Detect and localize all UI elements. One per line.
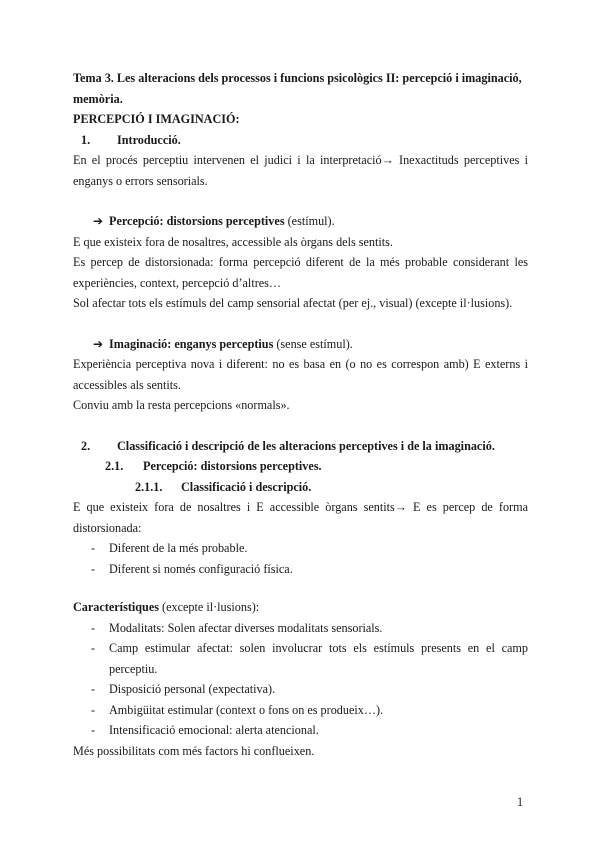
heading-classificacio bbox=[81, 436, 528, 457]
subsubheading-label: Classificació i descripció. bbox=[181, 479, 312, 494]
arrow-icon: ➔ bbox=[93, 214, 104, 228]
caracteristiques-label: Característiques bbox=[73, 600, 159, 614]
caracteristiques-heading bbox=[73, 597, 528, 618]
document-page bbox=[73, 68, 528, 761]
imaginacio-label: Imaginació: enganys perceptius bbox=[109, 336, 274, 351]
caracteristiques-list bbox=[73, 618, 528, 741]
subsubheading-classificacio bbox=[135, 477, 528, 498]
subheading-percepcio bbox=[105, 456, 528, 477]
intro-paragraph: En el procés perceptiu intervenen el judici i la interpretació→ Inexactituds perceptives i enganys o errors sensorials. bbox=[73, 153, 528, 188]
section-heading: PERCEPCIÓ I IMAGINACIÓ: bbox=[73, 112, 240, 126]
imaginacio-line: Conviu amb la resta percepcions «normals». bbox=[73, 398, 290, 412]
imaginacio-line: Experiència perceptiva nova i diferent: no es basa en (o no es correspon amb) E externs i accessibles als sentits. bbox=[73, 357, 528, 392]
caracteristiques-note: (excepte il·lusions): bbox=[162, 600, 260, 614]
list-item: - Modalitats: Solen afectar diverses modalitats sensorials. bbox=[91, 620, 383, 635]
subheading-label: Percepció: distorsions perceptives. bbox=[143, 459, 322, 473]
list-item: - Ambigüitat estimular (context o fons on es produeix…). bbox=[91, 702, 384, 717]
percepcio-line: E que existeix fora de nosaltres, accessible als òrgans dels sentits. bbox=[73, 234, 393, 249]
list-item: - Disposició personal (expectativa). bbox=[91, 682, 276, 696]
percepcio-line: Sol afectar tots els estímuls del camp sensorial afectat (per ej., visual) (excepte il·lusions). bbox=[73, 296, 513, 310]
percepcio-line: Es percep de distorsionada: forma percepció diferent de la més probable considerant les experiències, context, percepció d’altres… bbox=[73, 255, 528, 290]
closing-line: Més possibilitats com més factors hi conflueixen. bbox=[73, 743, 315, 758]
imaginacio-note: (sense estímul). bbox=[276, 336, 353, 351]
heading-number: 2. bbox=[81, 438, 91, 453]
list-item: - Camp estimular afectat: solen involucrar tots els estímuls presents en el camp perceptiu. bbox=[91, 641, 528, 676]
classificacio-paragraph: E que existeix fora de nosaltres i E accessible òrgans sentits→ E es percep de forma distorsionada: bbox=[73, 500, 528, 535]
heading-number: 1. bbox=[81, 132, 91, 147]
percepcio-label: Percepció: distorsions perceptives bbox=[109, 214, 285, 228]
page-number: 1 bbox=[517, 795, 524, 809]
subheading-number: 2.1. bbox=[105, 459, 124, 473]
document-title: Tema 3. Les alteracions dels processos i funcions psicològics II: percepció i imaginació, memòria. bbox=[73, 71, 522, 106]
heading-label: Classificació i descripció de les alteracions perceptives i de la imaginació. bbox=[117, 438, 495, 453]
arrow-icon: ➔ bbox=[93, 336, 104, 351]
heading-label: Introducció. bbox=[117, 132, 181, 147]
heading-introduccio bbox=[81, 130, 528, 151]
imaginacio-heading bbox=[93, 334, 528, 355]
list-item: - Intensificació emocional: alerta atencional. bbox=[91, 723, 319, 737]
percepcio-note: (estímul). bbox=[287, 214, 335, 228]
percepcio-heading bbox=[93, 211, 528, 232]
list-item: - Diferent si només configuració física. bbox=[91, 561, 293, 576]
classificacio-list bbox=[73, 538, 528, 579]
subsubheading-number: 2.1.1. bbox=[135, 479, 163, 494]
list-item: - Diferent de la més probable. bbox=[91, 541, 248, 555]
